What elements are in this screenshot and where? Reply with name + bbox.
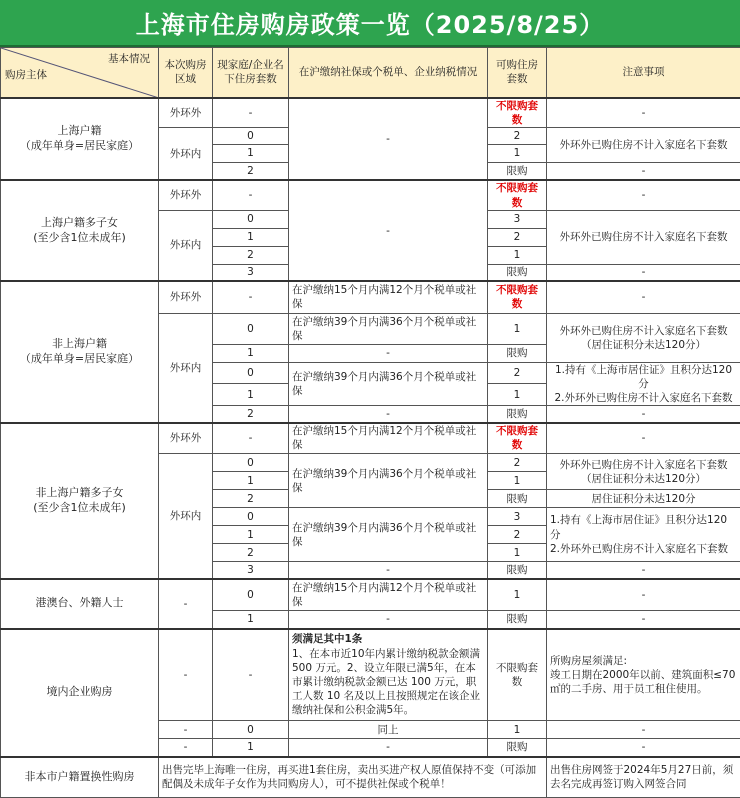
owned-cell: - <box>213 98 289 128</box>
note-cell: - <box>547 423 740 454</box>
owned-cell: 1 <box>213 611 289 629</box>
owned-cell: 1 <box>213 472 289 490</box>
allowed-cell: 2 <box>488 454 547 472</box>
allowed-cell: 1 <box>488 721 547 739</box>
owned-cell: 2 <box>213 246 289 264</box>
tax-cell: 在沪缴纳39个月内满36个月个税单或社保 <box>289 508 488 562</box>
area-cell: 外环内 <box>159 454 213 579</box>
note-cell: 出售住房网签于2024年5月27日前，须去名完成再签订购入网签合同 <box>547 757 740 798</box>
owned-cell: 2 <box>213 490 289 508</box>
group-name: 上海户籍 <box>4 124 155 139</box>
area-cell: 外环外 <box>159 180 213 210</box>
note-cell: - <box>547 180 740 210</box>
note-cell: 居住证积分未达120分 <box>547 490 740 508</box>
group-sub: (至少含1位未成年) <box>4 231 155 246</box>
owned-cell: 1 <box>213 144 289 162</box>
owned-cell: 2 <box>213 406 289 423</box>
area-cell: - <box>159 579 213 629</box>
owned-cell: 0 <box>213 362 289 384</box>
group-name: 上海户籍多子女 <box>4 216 155 231</box>
area-cell: 外环外 <box>159 281 213 313</box>
tax-cell: - <box>289 180 488 281</box>
area-cell: - <box>159 721 213 739</box>
owned-cell: 0 <box>213 721 289 739</box>
tax-condition-head: 须满足其中1条 <box>292 632 484 646</box>
header-buyer: 购房主体 <box>5 68 47 82</box>
group-sub: （成年单身=居民家庭） <box>4 139 155 154</box>
allowed-cell: 限购 <box>488 490 547 508</box>
area-cell: 外环外 <box>159 98 213 128</box>
note-cell: - <box>547 611 740 629</box>
allowed-cell: 2 <box>488 362 547 384</box>
group-sh-hukou <box>1 98 159 181</box>
owned-cell: 1 <box>213 739 289 757</box>
allowed-cell: 1 <box>488 472 547 490</box>
note-cell: 外环外已购住房不计入家庭名下套数 <box>547 127 740 162</box>
owned-cell: 0 <box>213 313 289 344</box>
owned-cell: 1 <box>213 384 289 406</box>
allowed-cell: 1 <box>488 544 547 562</box>
allowed-cell: 不限购套数 <box>488 180 547 210</box>
allowed-cell: 限购 <box>488 611 547 629</box>
policy-table <box>0 47 740 798</box>
tax-cell: 在沪缴纳39个月内满36个月个税单或社保 <box>289 313 488 344</box>
tax-cell: 在沪缴纳39个月内满36个月个税单或社保 <box>289 362 488 406</box>
tax-cell <box>289 629 488 721</box>
area-cell: 外环内 <box>159 210 213 281</box>
group-name: 非上海户籍 <box>4 337 155 352</box>
area-cell: - <box>159 739 213 757</box>
owned-cell: 3 <box>213 562 289 579</box>
group-non-local-replacement: 非本市户籍置换性购房 <box>1 757 159 798</box>
header-row <box>1 48 740 98</box>
header-tax: 在沪缴纳社保或个税单、企业纳税情况 <box>289 48 488 98</box>
header-basic-info: 基本情况 <box>108 52 150 66</box>
note-cell: - <box>547 721 740 739</box>
table-row <box>1 98 740 128</box>
owned-cell: 1 <box>213 526 289 544</box>
owned-cell: 0 <box>213 454 289 472</box>
allowed-cell: 1 <box>488 313 547 344</box>
tax-cell: - <box>289 611 488 629</box>
allowed-cell: 限购 <box>488 162 547 180</box>
note-cell: - <box>547 264 740 281</box>
allowed-cell: 1 <box>488 384 547 406</box>
owned-cell: 0 <box>213 508 289 526</box>
allowed-cell: 1 <box>488 579 547 611</box>
condition-cell: 出售完毕上海唯一住房，再买进1套住房，卖出买进产权人原值保持不变（可添加配偶及未成年子女作为共同购房人），可不提供社保或个税单！ <box>159 757 547 798</box>
note-cell: 1.持有《上海市居住证》且积分达120分 2.外环外已购住房不计入家庭名下套数 <box>547 508 740 562</box>
note-cell: - <box>547 562 740 579</box>
allowed-cell: 不限购套数 <box>488 281 547 313</box>
group-domestic-enterprise: 境内企业购房 <box>1 629 159 757</box>
note-cell: - <box>547 281 740 313</box>
header-owned: 现家庭/企业名下住房套数 <box>213 48 289 98</box>
allowed-cell: 限购 <box>488 264 547 281</box>
allowed-cell: 2 <box>488 526 547 544</box>
allowed-cell: 限购 <box>488 406 547 423</box>
note-cell: - <box>547 98 740 128</box>
allowed-cell: 1 <box>488 246 547 264</box>
allowed-cell: 2 <box>488 228 547 246</box>
note-cell: - <box>547 162 740 180</box>
allowed-cell: 1 <box>488 144 547 162</box>
tax-cell: 在沪缴纳15个月内满12个月个税单或社保 <box>289 423 488 454</box>
owned-cell: - <box>213 423 289 454</box>
header-area: 本次购房区域 <box>159 48 213 98</box>
area-cell: 外环外 <box>159 423 213 454</box>
group-hk-macau-taiwan-foreign: 港澳台、外籍人士 <box>1 579 159 629</box>
page-title: 上海市住房购房政策一览（2025/8/25） <box>0 0 740 47</box>
group-non-sh-hukou <box>1 281 159 423</box>
allowed-cell: 不限购套数 <box>488 423 547 454</box>
allowed-cell: 3 <box>488 508 547 526</box>
allowed-cell: 2 <box>488 127 547 144</box>
owned-cell: - <box>213 281 289 313</box>
area-cell: - <box>159 629 213 721</box>
tax-cell: 在沪缴纳15个月内满12个月个税单或社保 <box>289 281 488 313</box>
header-allowed: 可购住房套数 <box>488 48 547 98</box>
note-cell: - <box>547 406 740 423</box>
tax-cell: 在沪缴纳15个月内满12个月个税单或社保 <box>289 579 488 611</box>
owned-cell: 1 <box>213 344 289 362</box>
note-cell: 1.持有《上海市居住证》且积分达120分 2.外环外已购住房不计入家庭名下套数 <box>547 362 740 406</box>
note-cell: - <box>547 579 740 611</box>
note-cell: 外环外已购住房不计入家庭名下套数（居住证积分未达120分） <box>547 454 740 490</box>
header-notes: 注意事项 <box>547 48 740 98</box>
group-sub: （成年单身=居民家庭） <box>4 352 155 367</box>
tax-cell: - <box>289 562 488 579</box>
owned-cell: 0 <box>213 579 289 611</box>
owned-cell: 1 <box>213 228 289 246</box>
area-cell: 外环内 <box>159 127 213 180</box>
note-cell: 外环外已购住房不计入家庭名下套数 <box>547 210 740 264</box>
owned-cell: 3 <box>213 264 289 281</box>
group-sh-hukou-multichild <box>1 180 159 281</box>
owned-cell: 2 <box>213 162 289 180</box>
tax-cell: 同上 <box>289 721 488 739</box>
allowed-cell: 限购 <box>488 739 547 757</box>
owned-cell: 2 <box>213 544 289 562</box>
group-sub: (至少含1位未成年) <box>4 501 155 516</box>
tax-cell: - <box>289 344 488 362</box>
tax-cell: 在沪缴纳39个月内满36个月个税单或社保 <box>289 454 488 508</box>
owned-cell: 0 <box>213 127 289 144</box>
note-cell: 外环外已购住房不计入家庭名下套数（居住证积分未达120分） <box>547 313 740 362</box>
owned-cell: - <box>213 180 289 210</box>
allowed-cell: 不限购套数 <box>488 98 547 128</box>
tax-cell: - <box>289 406 488 423</box>
area-cell: 外环内 <box>159 313 213 423</box>
owned-cell: 0 <box>213 210 289 228</box>
allowed-cell: 限购 <box>488 562 547 579</box>
allowed-cell: 3 <box>488 210 547 228</box>
note-cell: 所购房屋须满足: 竣工日期在2000年以前、建筑面积≤70㎡的二手房、用于员工租住使用。 <box>547 629 740 721</box>
corner-header <box>1 48 159 98</box>
owned-cell: - <box>213 629 289 721</box>
group-name: 非上海户籍多子女 <box>4 486 155 501</box>
tax-condition-body: 1、在本市近10年内累计缴纳税款金额满500 万元。2、设立年限已满5年，在本市累计缴纳税款金额已达 100 万元，职工人数 10 名及以上且按照规定在该企业缴纳社保和公积金满5年。 <box>292 647 484 718</box>
note-cell: - <box>547 739 740 757</box>
tax-cell: - <box>289 739 488 757</box>
allowed-cell: 限购 <box>488 344 547 362</box>
group-non-sh-hukou-multichild <box>1 423 159 579</box>
allowed-cell: 不限购套数 <box>488 629 547 721</box>
tax-cell: - <box>289 98 488 181</box>
